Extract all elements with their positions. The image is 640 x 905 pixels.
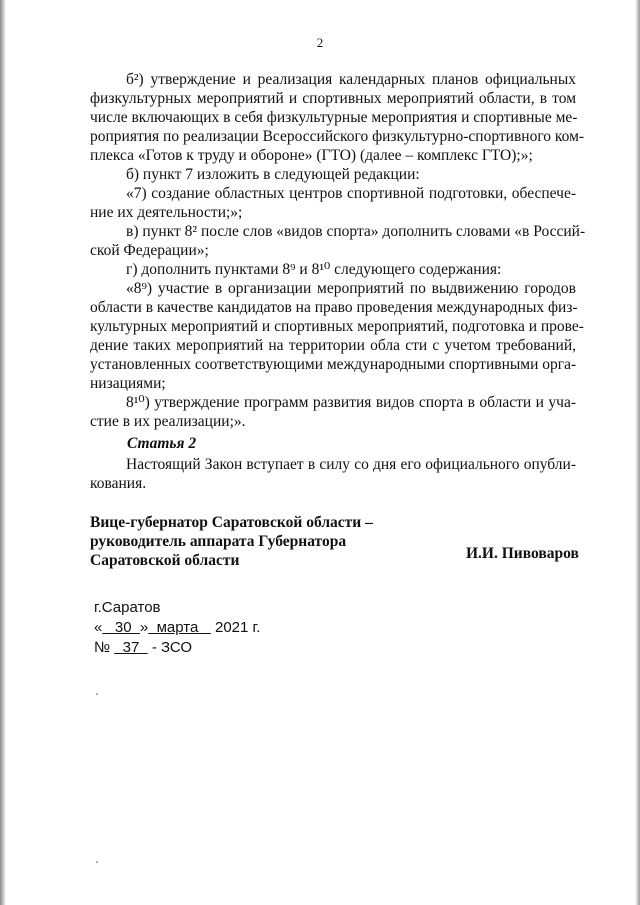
- text-line: б²) утверждение и реализация календарных планов официальных: [126, 71, 576, 88]
- text-line: культурных мероприятий и спортивных мероприятий, подготовка и прове-: [90, 318, 584, 335]
- scan-speck: [96, 861, 98, 863]
- text-line: «7) создание областных центров спортивной подготовки, обеспече-: [126, 185, 576, 202]
- city: г.Саратов: [94, 599, 161, 616]
- article-heading: Статья 2: [127, 435, 197, 452]
- signatory-name: И.И. Пивоваров: [466, 545, 579, 562]
- text-line: установленных соответствующими международными спортивными орга-: [90, 356, 577, 373]
- text-line: «8⁹) участие в организации мероприятий по выдвижению городов: [126, 280, 576, 297]
- document-number: 37: [122, 639, 140, 656]
- text-line: ской Федерации»;: [90, 242, 209, 259]
- text-line: числе включающих в себя физкультурные мероприятия и спортивные ме-: [90, 109, 578, 126]
- page-number: 2: [316, 35, 324, 50]
- text-line: плекса «Готов к труду и обороне» (ГТО) (далее – комплекс ГТО);»;: [90, 147, 533, 164]
- text-line: дение таких мероприятий на территории обла сти с учетом требований,: [90, 337, 576, 354]
- scan-speck: [96, 693, 98, 695]
- text-line: физкультурных мероприятий и спортивных мероприятий области, в том: [90, 90, 576, 107]
- date-year: 2021 г.: [214, 619, 261, 636]
- date-close-quote: »: [139, 619, 149, 636]
- text-line: стие в их реализации;».: [90, 413, 246, 430]
- text-line: 8¹⁰) утверждение программ развития видов спорта в области и уча-: [126, 394, 576, 411]
- date-line: [94, 618, 260, 638]
- text-line: б) пункт 7 изложить в следующей редакции:: [126, 166, 420, 183]
- amendment-text: [90, 70, 586, 431]
- signatory-title-line: Саратовской области: [90, 552, 240, 569]
- number-suffix: - ЗСО: [151, 639, 193, 656]
- text-line: низациями;: [90, 375, 166, 392]
- scan-edge-left: [0, 0, 6, 905]
- signatory-title: [90, 513, 373, 570]
- number-prefix: №: [94, 639, 111, 656]
- text-line: Настоящий Закон вступает в силу со дня его официального опубли-: [126, 456, 576, 473]
- text-line: в) пункт 8² после слов «видов спорта» дополнить словами «в Россий-: [126, 223, 586, 240]
- date-day: 30: [114, 619, 132, 636]
- text-line: кования.: [90, 475, 147, 492]
- signatory-title-line: Вице-губернатор Саратовской области –: [90, 514, 373, 531]
- article-text: [90, 455, 576, 493]
- text-line: роприятия по реализации Всероссийского физкультурно-спортивного ком-: [90, 128, 585, 145]
- text-line: г) дополнить пунктами 8⁹ и 8¹⁰ следующего содержания:: [126, 261, 502, 278]
- document-number-line: [94, 638, 260, 658]
- place-date-number: [94, 598, 260, 658]
- date-open-quote: «: [94, 619, 103, 636]
- text-line: области в качестве кандидатов на право проведения международных физ-: [90, 299, 578, 316]
- date-month: марта: [156, 619, 199, 636]
- signatory-title-line: руководитель аппарата Губернатора: [90, 533, 347, 550]
- scan-edge-right: [635, 0, 640, 905]
- text-line: ние их деятельности;»;: [90, 204, 243, 221]
